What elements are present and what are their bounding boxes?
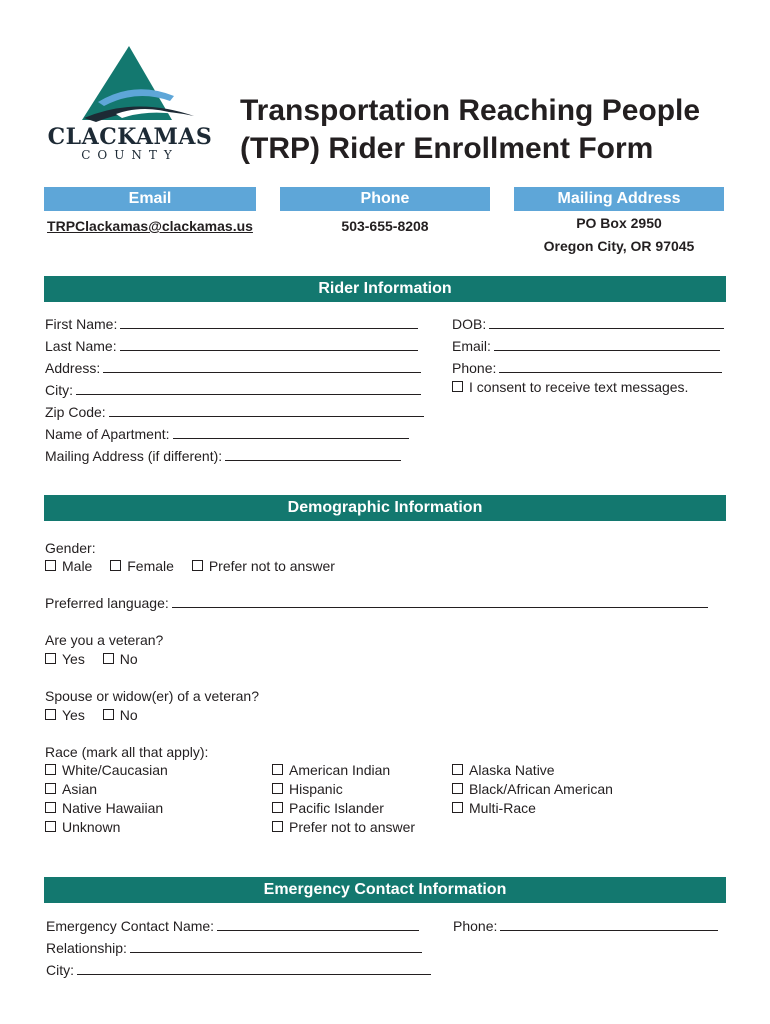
language-label: Preferred language: xyxy=(45,595,169,611)
email-field[interactable] xyxy=(494,337,720,351)
spouse-options xyxy=(45,706,152,724)
emergency-banner: Emergency Contact Information xyxy=(44,877,726,903)
race-white-option[interactable]: White/Caucasian xyxy=(45,761,168,779)
emergency-city-field[interactable] xyxy=(77,961,431,975)
race-multi-option[interactable]: Multi-Race xyxy=(452,799,536,817)
consent-row[interactable] xyxy=(452,378,688,396)
relationship-label: Relationship: xyxy=(46,940,127,956)
race-native-hawaiian-checkbox[interactable] xyxy=(45,802,56,813)
last-name-label: Last Name: xyxy=(45,338,117,354)
race-alaska-native-checkbox[interactable] xyxy=(452,764,463,775)
emergency-name-row xyxy=(46,917,419,935)
veteran-yes-option[interactable]: Yes xyxy=(45,650,85,668)
gender-prefer-not-checkbox[interactable] xyxy=(192,560,203,571)
spouse-yes-checkbox[interactable] xyxy=(45,709,56,720)
city-label: City: xyxy=(45,382,73,398)
zip-row xyxy=(45,403,424,421)
race-hispanic-checkbox[interactable] xyxy=(272,783,283,794)
veteran-no-option[interactable]: No xyxy=(103,650,138,668)
gender-male-option[interactable]: Male xyxy=(45,557,92,575)
race-native-hawaiian-option[interactable]: Native Hawaiian xyxy=(45,799,163,817)
race-american-indian-option[interactable]: American Indian xyxy=(272,761,390,779)
title-line-2: (TRP) Rider Enrollment Form xyxy=(240,132,654,165)
phone-row xyxy=(452,359,722,377)
veteran-label: Are you a veteran? xyxy=(45,632,164,648)
race-hispanic-option[interactable]: Hispanic xyxy=(272,780,343,798)
gender-female-option[interactable]: Female xyxy=(110,557,174,575)
race-alaska-native-option[interactable]: Alaska Native xyxy=(452,761,555,779)
phone-field[interactable] xyxy=(499,359,722,373)
gender-label: Gender: xyxy=(45,540,96,556)
race-label: Race (mark all that apply): xyxy=(45,744,209,760)
mailing-different-label: Mailing Address (if different): xyxy=(45,448,223,464)
phone-header: Phone xyxy=(280,187,490,211)
dob-row xyxy=(452,315,724,333)
dob-field[interactable] xyxy=(489,315,724,329)
contact-mail-line-1: PO Box 2950 xyxy=(576,215,662,231)
consent-label: I consent to receive text messages. xyxy=(469,379,689,395)
rider-info-banner: Rider Information xyxy=(44,276,726,302)
gender-options xyxy=(45,557,349,575)
city-row xyxy=(45,381,421,399)
address-field[interactable] xyxy=(103,359,421,373)
gender-male-checkbox[interactable] xyxy=(45,560,56,571)
consent-checkbox[interactable] xyxy=(452,381,463,392)
race-prefer-not-option[interactable]: Prefer not to answer xyxy=(272,818,415,836)
race-multi-checkbox[interactable] xyxy=(452,802,463,813)
race-unknown-option[interactable]: Unknown xyxy=(45,818,120,836)
dob-label: DOB: xyxy=(452,316,487,332)
zip-label: Zip Code: xyxy=(45,404,106,420)
first-name-row xyxy=(45,315,418,333)
logo-mark-icon xyxy=(44,44,216,124)
language-row xyxy=(45,594,708,612)
mailing-different-field[interactable] xyxy=(225,447,401,461)
race-pacific-islander-option[interactable]: Pacific Islander xyxy=(272,799,384,817)
contact-phone-value: 503-655-8208 xyxy=(341,218,429,234)
emergency-name-field[interactable] xyxy=(217,917,419,931)
first-name-field[interactable] xyxy=(120,315,418,329)
relationship-row xyxy=(46,939,422,957)
last-name-row xyxy=(45,337,418,355)
emergency-phone-row xyxy=(453,917,718,935)
mailing-address-header: Mailing Address xyxy=(514,187,724,211)
race-black-option[interactable]: Black/African American xyxy=(452,780,613,798)
apartment-label: Name of Apartment: xyxy=(45,426,170,442)
emergency-phone-label: Phone: xyxy=(453,918,498,934)
email-label: Email: xyxy=(452,338,491,354)
race-pacific-islander-checkbox[interactable] xyxy=(272,802,283,813)
gender-prefer-not-option[interactable]: Prefer not to answer xyxy=(192,557,335,575)
spouse-no-checkbox[interactable] xyxy=(103,709,114,720)
title-line-1: Transportation Reaching People xyxy=(240,94,701,127)
demographic-banner: Demographic Information xyxy=(44,495,726,521)
city-field[interactable] xyxy=(76,381,421,395)
email-row xyxy=(452,337,720,355)
race-unknown-checkbox[interactable] xyxy=(45,821,56,832)
address-label: Address: xyxy=(45,360,101,376)
email-header: Email xyxy=(44,187,256,211)
relationship-field[interactable] xyxy=(130,939,422,953)
first-name-label: First Name: xyxy=(45,316,118,332)
contact-email-link[interactable]: TRPClackamas@clackamas.us xyxy=(47,218,253,234)
emergency-name-label: Emergency Contact Name: xyxy=(46,918,215,934)
county-logo xyxy=(44,44,216,164)
spouse-no-option[interactable]: No xyxy=(103,706,138,724)
race-american-indian-checkbox[interactable] xyxy=(272,764,283,775)
emergency-phone-field[interactable] xyxy=(500,917,718,931)
race-prefer-not-checkbox[interactable] xyxy=(272,821,283,832)
mailing-different-row xyxy=(45,447,401,465)
logo-word: CLACKAMAS xyxy=(47,124,213,150)
gender-female-checkbox[interactable] xyxy=(110,560,121,571)
veteran-yes-checkbox[interactable] xyxy=(45,653,56,664)
zip-field[interactable] xyxy=(109,403,424,417)
address-row xyxy=(45,359,421,377)
apartment-row xyxy=(45,425,409,443)
spouse-yes-option[interactable]: Yes xyxy=(45,706,85,724)
contact-mail-line-2: Oregon City, OR 97045 xyxy=(543,238,695,254)
race-white-checkbox[interactable] xyxy=(45,764,56,775)
phone-label: Phone: xyxy=(452,360,497,376)
language-field[interactable] xyxy=(172,594,708,608)
veteran-no-checkbox[interactable] xyxy=(103,653,114,664)
apartment-field[interactable] xyxy=(173,425,409,439)
emergency-city-row xyxy=(46,961,431,979)
last-name-field[interactable] xyxy=(120,337,418,351)
race-asian-option[interactable]: Asian xyxy=(45,780,97,798)
page-title xyxy=(240,92,700,168)
race-black-checkbox[interactable] xyxy=(452,783,463,794)
emergency-city-label: City: xyxy=(46,962,74,978)
race-asian-checkbox[interactable] xyxy=(45,783,56,794)
spouse-label: Spouse or widow(er) of a veteran? xyxy=(45,688,259,704)
logo-sub: COUNTY xyxy=(81,148,179,162)
veteran-options xyxy=(45,650,152,668)
